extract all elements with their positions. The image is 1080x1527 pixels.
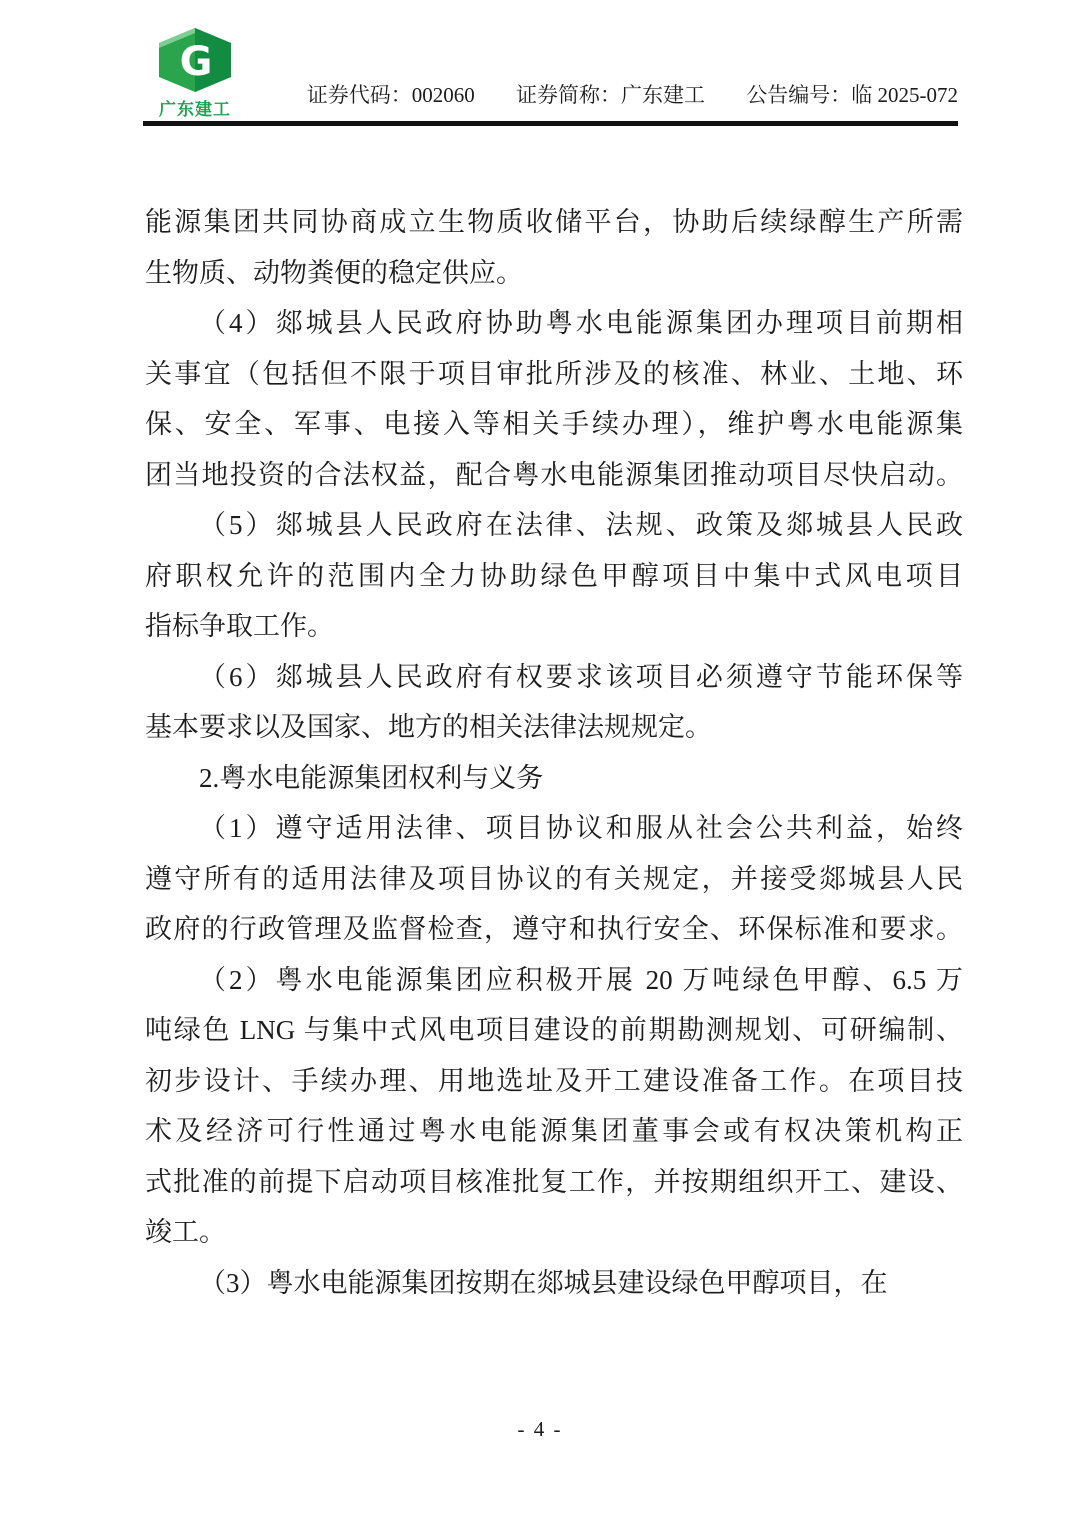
securities-code: 证券代码：002060: [306, 83, 475, 107]
body-text-line: 指标争取工作。: [145, 611, 334, 641]
body-text-line: （2）粤水电能源集团应积极开展 20 万吨绿色甲醇、6.5 万: [199, 964, 963, 995]
header-rule: [143, 121, 958, 126]
body-text-line: 关事宜（包括但不限于项目审批所涉及的核准、林业、土地、环: [145, 358, 963, 389]
body-text-line: 基本要求以及国家、地方的相关法律法规规定。: [145, 712, 712, 742]
svg-text:G: G: [179, 39, 213, 85]
body-text-line: （1）遵守适用法律、项目协议和服从社会公共利益，始终: [199, 813, 963, 843]
body-text-line: （4）郯城县人民政府协助粤水电能源集团办理项目前期相: [199, 308, 963, 338]
body-text-line: （6）郯城县人民政府有权要求该项目必须遵守节能环保等: [199, 661, 963, 692]
body-text-line: 初步设计、手续办理、用地选址及开工建设准备工作。在项目技: [145, 1065, 963, 1096]
body-text-line: （5）郯城县人民政府在法律、法规、政策及郯城县人民政: [199, 510, 963, 540]
body-text-line: 能源集团共同协商成立生物质收储平台，协助后续绿醇生产所需: [145, 207, 963, 237]
page-number: - 4 -: [517, 1417, 563, 1441]
body-text-line: 竣工。: [145, 1217, 226, 1247]
announcement-number: 公告编号：临 2025-072: [746, 83, 958, 107]
body-text-line: 术及经济可行性通过粤水电能源集团董事会或有权决策机构正: [145, 1116, 963, 1146]
body-text-line: 生物质、动物粪便的稳定供应。: [145, 257, 523, 288]
body-text-line: 吨绿色 LNG 与集中式风电项目建设的前期勘测规划、可研编制、: [145, 1015, 963, 1045]
company-logo: [156, 28, 234, 120]
logo-hexagon-icon: [157, 28, 233, 92]
body-text-line: 团当地投资的合法权益，配合粤水电能源集团推动项目尽快启动。: [145, 459, 963, 490]
securities-name: 证券简称：广东建工: [516, 83, 705, 107]
body-text-line: 遵守所有的适用法律及项目协议的有关规定，并接受郯城县人民: [145, 863, 963, 894]
header-info: [307, 79, 958, 109]
body-text-line: 式批准的前提下启动项目核准批复工作，并按期组织开工、建设、: [145, 1166, 963, 1197]
body-text-line: （3）粤水电能源集团按期在郯城县建设绿色甲醇项目，在: [199, 1267, 888, 1298]
logo-company-name: 广东建工: [159, 100, 231, 119]
body-text-line: 保、安全、军事、电接入等相关手续办理），维护粤水电能源集: [145, 409, 963, 439]
body-text-line: 2.粤水电能源集团权利与义务: [199, 762, 544, 793]
body-text-line: 政府的行政管理及监督检查，遵守和执行安全、环保标准和要求。: [145, 914, 963, 944]
body-text: [145, 197, 963, 1308]
body-text-line: 府职权允许的范围内全力协助绿色甲醇项目中集中式风电项目: [145, 560, 963, 591]
